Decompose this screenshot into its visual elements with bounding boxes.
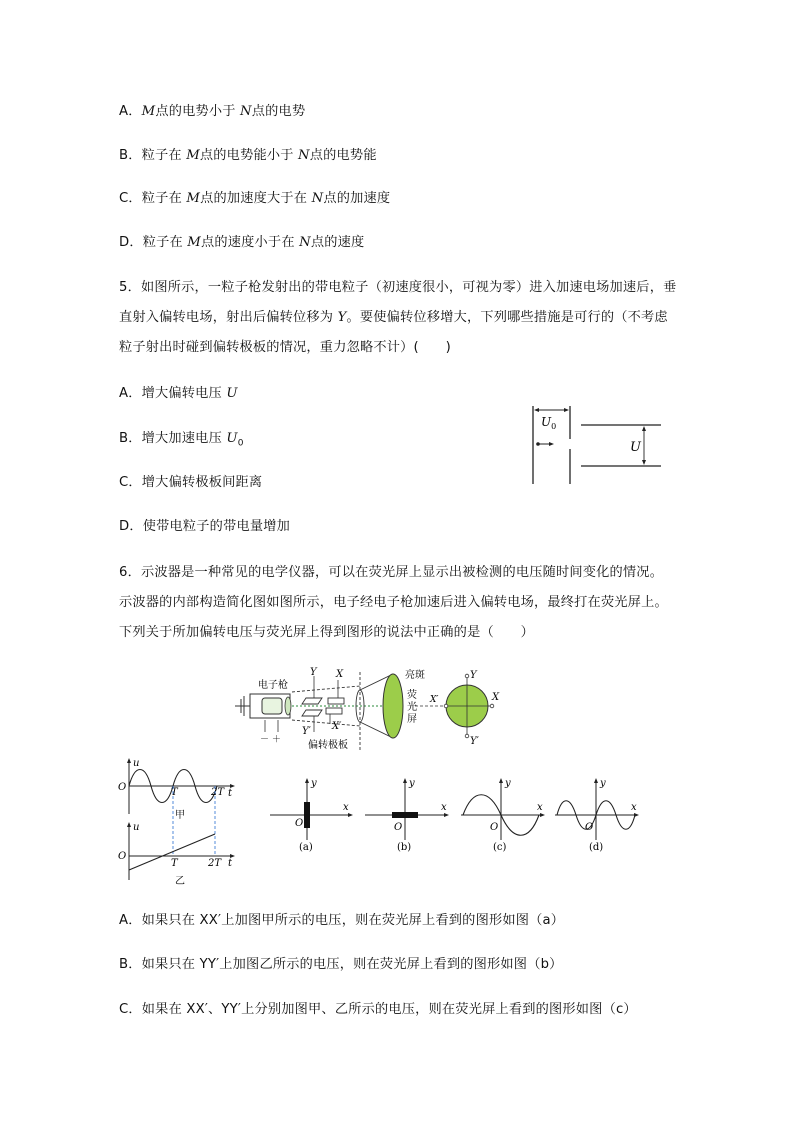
svg-text:x: x <box>631 802 637 813</box>
svg-text:Y′: Y′ <box>470 736 479 747</box>
label-plates: 偏转极板 <box>308 740 348 751</box>
svg-text:X′: X′ <box>430 695 439 705</box>
label-screen-2: 光 <box>407 702 417 713</box>
svg-text:O: O <box>118 851 127 862</box>
fluorescent-screen <box>383 674 403 738</box>
svg-text:(d): (d) <box>589 842 604 853</box>
q6-stem-line-1: 6．示波器是一种常见的电学仪器，可以在荧光屏上显示出被检测的电压随时间变化的情况。 <box>119 565 664 580</box>
svg-text:y: y <box>311 778 317 789</box>
svg-text:y: y <box>409 778 415 789</box>
svg-text:(b): (b) <box>397 842 412 853</box>
graph-yi <box>118 822 235 886</box>
q6-option-c: C．如果在 XX′、YY′上分别加图甲、乙所示的电压，则在荧光屏上看到的图形如图（c） <box>119 1002 637 1017</box>
svg-text:O: O <box>490 822 499 833</box>
q6-option-a: A．如果只在 XX′上加图甲所示的电压，则在荧光屏上看到的图形如图（a） <box>119 913 565 928</box>
y-plate-bottom <box>302 710 322 716</box>
svg-text:t: t <box>228 788 233 799</box>
svg-text:u: u <box>133 822 140 833</box>
q5-stem-line-1: 5．如图所示，一粒子枪发射出的带电粒子（初速度很小，可视为零）进入加速电场加速后，垂 <box>119 280 677 295</box>
x-plate-top <box>328 698 344 704</box>
q5-stem-line-3: 粒子射出时碰到偏转极板的情况，重力忽略不计）( ) <box>119 340 451 355</box>
svg-text:T: T <box>171 858 178 869</box>
particle-velocity-arrow <box>549 442 554 446</box>
svg-text:Y: Y <box>470 670 477 681</box>
svg-text:O: O <box>118 782 127 793</box>
svg-text:x: x <box>537 802 543 813</box>
svg-text:2T: 2T <box>211 787 225 798</box>
screen-graph-d <box>555 778 639 853</box>
q5-stem-line-2: 直射入偏转电场，射出后偏转位移为 Y。要使偏转位移增大，下列哪些措施是可行的（不考虑 <box>119 310 668 325</box>
q5-option-d: D．使带电粒子的带电量增加 <box>119 519 291 534</box>
svg-text:甲: 甲 <box>175 810 185 821</box>
y-plate-top <box>302 698 322 704</box>
q5-option-c: C．增大偏转极板间距离 <box>119 475 263 490</box>
cathode-cylinder <box>262 698 282 714</box>
label-spot: 亮斑 <box>405 670 425 681</box>
gun-polarity: － ＋ <box>260 735 281 745</box>
label-x-bottom: X′ <box>332 721 342 732</box>
svg-text:2T: 2T <box>208 858 222 869</box>
label-y-bottom: Y′ <box>302 726 311 737</box>
label-screen-3: 屏 <box>407 714 417 725</box>
q6-stem-line-3: 下列关于所加偏转电压与荧光屏上得到图形的说法中正确的是（ ） <box>119 625 535 640</box>
svg-text:O: O <box>394 822 403 833</box>
svg-text:t: t <box>228 858 233 869</box>
x-plate-bottom <box>326 708 342 714</box>
q4-option-b: B．粒子在 M点的电势能小于 N点的电势能 <box>119 148 377 163</box>
screen-graph-c <box>461 778 545 853</box>
q6-option-b: B．如果只在 YY′上加图乙所示的电压，则在荧光屏上看到的图形如图（b） <box>119 957 563 972</box>
svg-text:y: y <box>600 778 606 789</box>
oscilloscope-figure <box>230 662 510 757</box>
u0-label: $U_0$ <box>541 415 557 431</box>
q4-option-a: A．M点的电势小于 N点的电势 <box>119 104 306 119</box>
u-label: U <box>630 440 641 455</box>
label-y-top: Y <box>310 667 317 678</box>
q6-stem-line-2: 示波器的内部构造简化图如图所示，电子经电子枪加速后进入偏转电场，最终打在荧光屏上。 <box>119 595 668 610</box>
svg-text:X: X <box>492 692 500 703</box>
graph-jia <box>118 758 235 821</box>
svg-text:O: O <box>585 822 594 833</box>
label-x-top: X <box>336 669 344 680</box>
q5-figure <box>528 402 668 488</box>
q4-option-d: D．粒子在 M点的速度小于在 N点的速度 <box>119 235 365 250</box>
screen-graph-b <box>365 778 449 853</box>
q5-option-b: B．增大加速电压 $U_0$ <box>119 431 244 449</box>
voltage-and-screen-graphs <box>115 758 650 886</box>
svg-text:x: x <box>343 802 349 813</box>
label-gun: 电子枪 <box>258 680 288 691</box>
svg-text:(a): (a) <box>299 842 313 853</box>
svg-text:u: u <box>133 758 140 769</box>
svg-text:y: y <box>505 778 511 789</box>
svg-text:T: T <box>171 787 178 798</box>
label-screen-1: 荧 <box>407 690 417 701</box>
svg-text:O: O <box>295 818 304 829</box>
q4-option-c: C．粒子在 M点的加速度大于在 N点的加速度 <box>119 191 391 206</box>
svg-text:(c): (c) <box>493 842 507 853</box>
svg-text:x: x <box>441 802 447 813</box>
q5-option-a: A．增大偏转电压 U <box>119 386 238 401</box>
screen-graph-a <box>270 778 353 853</box>
svg-text:乙: 乙 <box>175 876 185 886</box>
